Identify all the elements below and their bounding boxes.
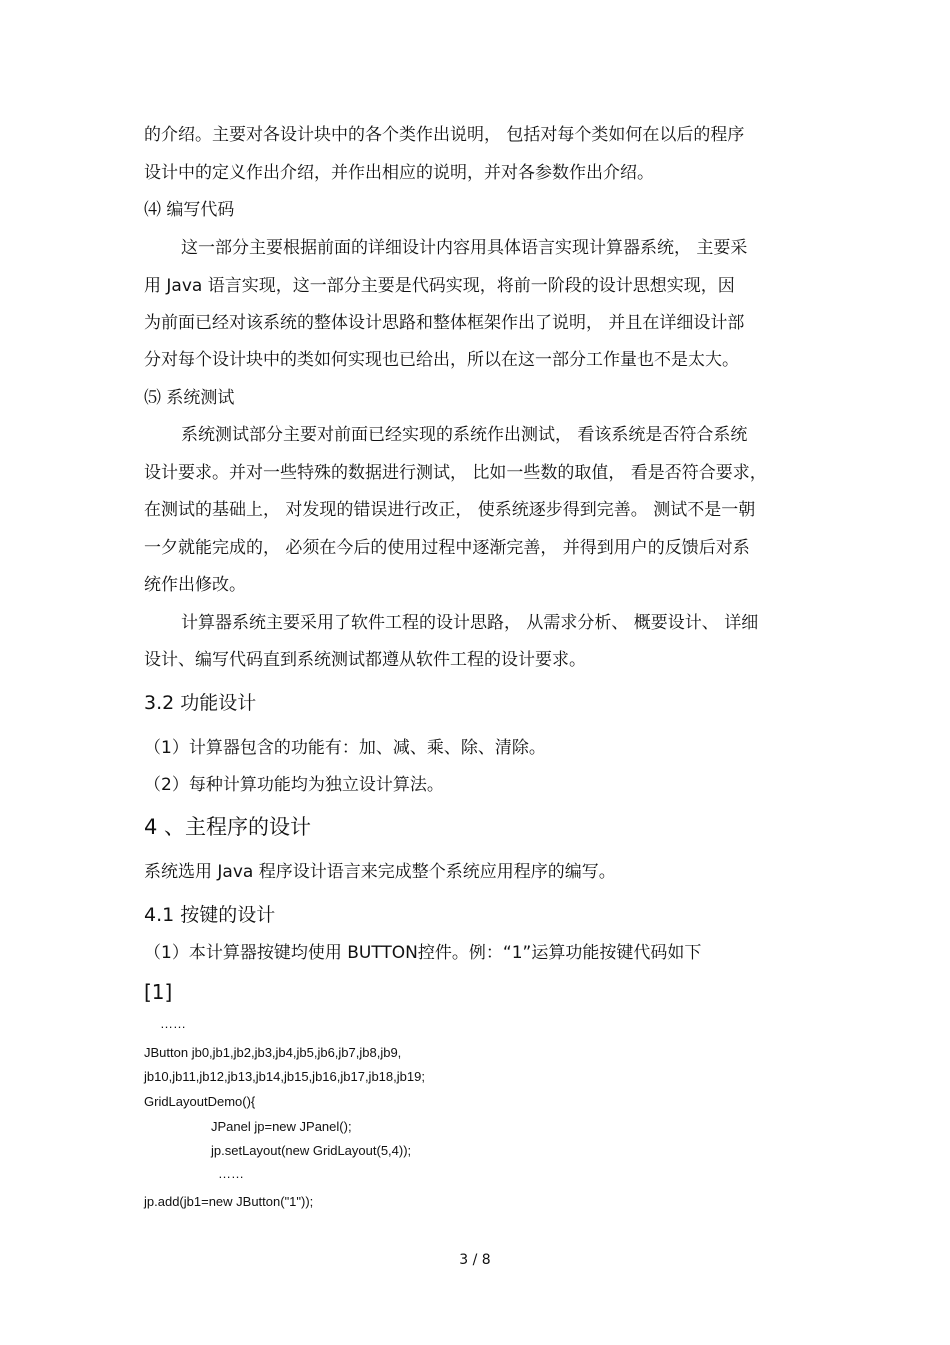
section-heading: 4.1 按键的设计 <box>144 904 276 926</box>
body-text-line: 这一部分主要根据前面的详细设计内容用具体语言实现计算器系统， 主要采 <box>181 238 748 258</box>
reference-marker: [1] <box>144 980 173 1004</box>
code-line: jp.setLayout(new GridLayout(5,4)); <box>211 1143 412 1158</box>
list-item: （1）本计算器按键均使用 BUTTON控件。例：“1”运算功能按键代码如下 <box>144 943 702 963</box>
list-heading: ⑸ 系统测试 <box>144 388 235 408</box>
body-text-line: 一夕就能完成的， 必须在今后的使用过程中逐渐完善， 并得到用户的反馈后对系 <box>144 538 750 558</box>
body-text-line: 计算器系统主要采用了软件工程的设计思路， 从需求分析、 概要设计、 详细 <box>181 613 759 633</box>
code-line: JPanel jp=new JPanel(); <box>211 1119 352 1134</box>
code-line: JButton jb0,jb1,jb2,jb3,jb4,jb5,jb6,jb7,jb8,jb9, <box>144 1045 402 1060</box>
code-ellipsis: …… <box>160 1016 186 1031</box>
code-line: jp.add(jb1=new JButton("1")); <box>144 1194 314 1209</box>
body-text-line: 统作出修改。 <box>144 575 246 595</box>
chapter-heading: 4 、主程序的设计 <box>144 815 312 839</box>
body-text-line: 系统选用 Java 程序设计语言来完成整个系统应用程序的编写。 <box>144 862 616 882</box>
body-text-line: 分对每个设计块中的类如何实现也已给出，所以在这一部分工作量也不是太大。 <box>144 350 739 370</box>
body-text-line: 设计中的定义作出介绍，并作出相应的说明，并对各参数作出介绍。 <box>144 163 654 183</box>
code-line: GridLayoutDemo(){ <box>144 1094 256 1109</box>
body-text-line: 在测试的基础上， 对发现的错误进行改正， 使系统逐步得到完善。 测试不是一朝 <box>144 500 756 520</box>
section-heading: 3.2 功能设计 <box>144 692 257 714</box>
body-text-line: 设计要求。并对一些特殊的数据进行测试， 比如一些数的取值， 看是否符合要求， <box>144 463 767 483</box>
body-text-line: 用 Java 语言实现，这一部分主要是代码实现，将前一阶段的设计思想实现，因 <box>144 276 735 296</box>
list-item: （2）每种计算功能均为独立设计算法。 <box>144 775 444 795</box>
body-text-line: 的介绍。主要对各设计块中的各个类作出说明， 包括对每个类如何在以后的程序 <box>144 125 745 145</box>
page-number: 3 / 8 <box>459 1252 491 1268</box>
code-ellipsis: …… <box>218 1166 244 1181</box>
body-text-line: 为前面已经对该系统的整体设计思路和整体框架作出了说明， 并且在详细设计部 <box>144 313 745 333</box>
list-heading: ⑷ 编写代码 <box>144 200 235 220</box>
list-item: （1）计算器包含的功能有：加、减、乘、除、清除。 <box>144 738 546 758</box>
code-line: jb10,jb11,jb12,jb13,jb14,jb15,jb16,jb17,jb18,jb19; <box>144 1069 425 1084</box>
body-text-line: 系统测试部分主要对前面已经实现的系统作出测试， 看该系统是否符合系统 <box>181 425 748 445</box>
body-text-line: 设计、编写代码直到系统测试都遵从软件工程的设计要求。 <box>144 650 586 670</box>
